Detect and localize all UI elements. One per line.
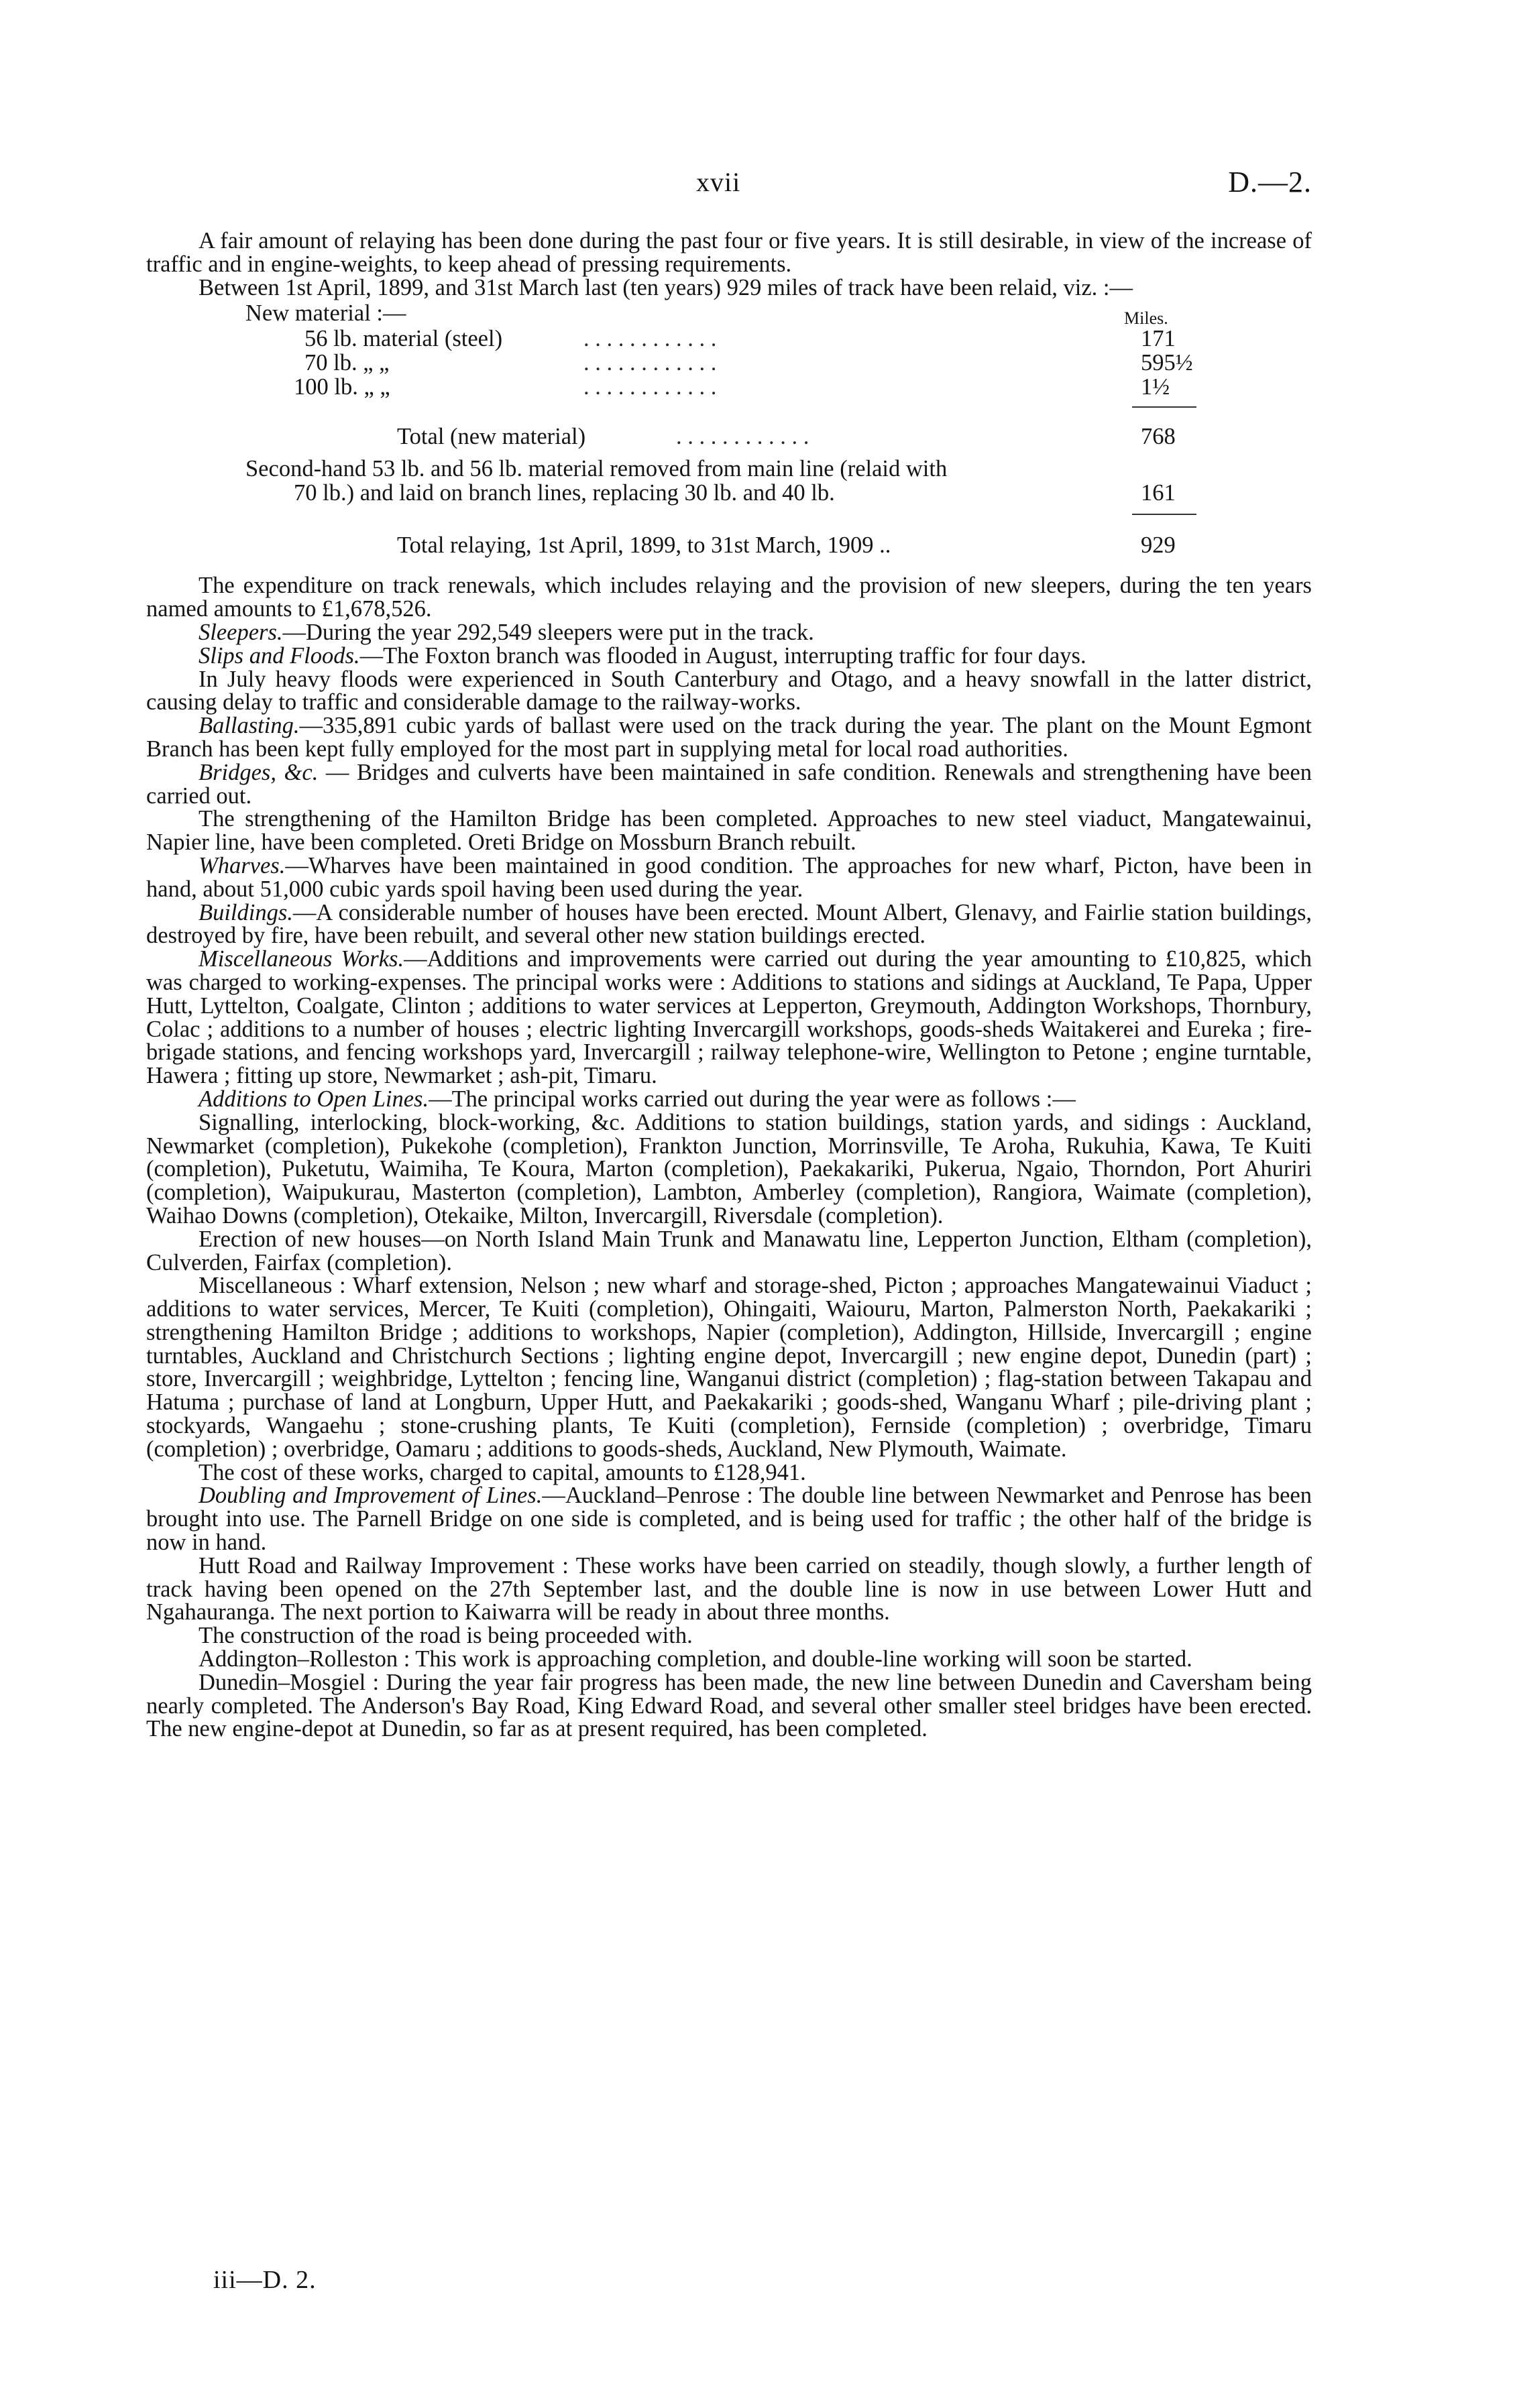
paragraph-dunedin-mosgiel: Dunedin–Mosgiel : During the year fair progress has been made, the new line between Dunedin and Caversham being nearly completed. The Anderson's Bay Road, King Edward Road, and several other smaller steel bridges have been erected. The new engine-depot at Dunedin, so far as at present required, has been completed.: [146, 1669, 1312, 1742]
paragraph-hamilton-bridge: The strengthening of the Hamilton Bridge has been completed. Approaches to new steel viaduct, Mangatewainui, Napier line, have been completed. Oreti Bridge on Mossburn Branch rebuilt.: [146, 806, 1312, 856]
paragraph-signalling: Signalling, interlocking, block-working, &c. Additions to station buildings, station yards, and sidings : Auckland, Newmarket (completion), Pukekohe (completion), Frankton Junction, Morrinsville, Te Aroha, Rukuhia, Kawa, Te Kuiti (completion), Puketutu, Waimiha, Te Koura, Marton (completion), Paekakariki, Pukerua, Ngaio, Thorndon, Port Ahuriri (completion), Waipukurau, Masterton (completion), Lambton, Amberley (completion), Rangiora, Waimate (completion), Waihao Downs (completion), Otekaike, Milton, Invercargill, Riversdale (completion).: [146, 1109, 1312, 1228]
misc-text: —Additions and improvements were carried out during the year amounting to £10,825, which was charged to working-expenses. The principal works were : Additions to stations and sidings at Auckland, Te Papa, Upper Hutt, Lyttelton, Coalgate, Clinton ; additions to water services at Lepperton, Greymouth, Addington Workshops, Thornbury, Colac ; additions to a number of houses ; electric lighting Invercargill workshops, goods-sheds Waitakerei and Eureka ; fire-brigade stations, and fencing workshops yard, Invercargill ; railway telephone-wire, Wellington to Petone ; engine turntable, Hawera ; fitting up store, Newmarket ; ash-pit, Timaru.: [146, 946, 1312, 1089]
total-new-value: 768: [1141, 424, 1176, 450]
total-new-label: Total (new material): [397, 424, 586, 450]
miles-column-heading: Miles.: [1124, 308, 1168, 329]
subtotal-rule: [1132, 406, 1196, 408]
heading-wharves: Wharves.: [199, 852, 286, 878]
heading-slips-floods: Slips and Floods.: [199, 642, 360, 669]
printer-signature: iii—D. 2.: [213, 2266, 317, 2294]
slips-text: —The Foxton branch was flooded in August, interrupting traffic for four days.: [359, 642, 1086, 669]
table-row-value: 595½: [1141, 350, 1193, 376]
paragraph-road-construction: The construction of the road is being proceeded with.: [199, 1623, 693, 1649]
ballasting-text: —335,891 cubic yards of ballast were used on the track during the year. The plant on the Mount Egmont Branch has been kept fully employed for the most part in supplying metal for local road authorities.: [146, 713, 1312, 762]
second-hand-line-2: 70 lb.) and laid on branch lines, replacing 30 lb. and 40 lb.: [294, 480, 835, 506]
paragraph-ballasting: [146, 714, 1312, 761]
paragraph-relaying-intro: A fair amount of relaying has been done during the past four or five years. It is still desirable, in view of the increase of traffic and in engine-weights, to keep ahead of pressing requirements.: [146, 228, 1312, 277]
table-row-dots: . . . . . . . . . . . .: [676, 424, 809, 450]
heading-buildings: Buildings.: [199, 899, 293, 925]
heading-additions-open-lines: Additions to Open Lines.: [199, 1086, 429, 1112]
bridges-text: — Bridges and culverts have been maintained in safe condition. Renewals and strengthening have been carried out.: [146, 759, 1312, 809]
relaying-table: [146, 302, 1312, 630]
heading-miscellaneous-works: Miscellaneous Works.: [199, 946, 404, 972]
paragraph-buildings: [146, 901, 1312, 948]
paragraph-miscellaneous-works: [146, 948, 1312, 1088]
new-material-heading: New material :—: [245, 300, 406, 327]
heading-ballasting: Ballasting.: [199, 713, 300, 739]
total-rule: [1132, 514, 1196, 515]
heading-sleepers: Sleepers.: [199, 619, 283, 645]
heading-bridges: Bridges, &c.: [199, 759, 319, 785]
table-row-dots: . . . . . . . . . . . .: [583, 374, 717, 400]
paragraph-addington-rolleston: Addington–Rolleston : This work is approaching completion, and double-line working will soon be started.: [199, 1646, 1192, 1672]
table-row-value: 171: [1141, 326, 1176, 352]
buildings-text: —A considerable number of houses have been erected. Mount Albert, Glenavy, and Fairlie station buildings, destroyed by fire, have been rebuilt, and several other new station buildings erected.: [146, 899, 1312, 949]
paragraph-july-floods: In July heavy floods were experienced in South Canterbury and Otago, and a heavy snowfall in the latter district, causing delay to traffic and considerable damage to the railway-works.: [146, 666, 1312, 715]
page-number: xvii: [696, 167, 741, 197]
paragraph-cost: The cost of these works, charged to capital, amounts to £128,941.: [199, 1459, 806, 1485]
doubling-text: —Auckland–Penrose : The double line between Newmarket and Penrose has been brought into use. The Parnell Bridge on one side is completed, and is being used for traffic ; the other half of the bridge is now in hand.: [146, 1483, 1312, 1556]
table-row-label: 56 lb. material (steel): [304, 326, 503, 352]
heading-doubling: Doubling and Improvement of Lines.: [199, 1483, 543, 1509]
document-body: [146, 229, 1312, 1741]
document-reference: D.—2.: [1228, 166, 1312, 198]
paragraph-miscellaneous: Miscellaneous : Wharf extension, Nelson ; new wharf and storage-shed, Picton ; approaches Mangatewainui Viaduct ; additions to water services, Mercer, Te Kuiti (completion), Ohingaiti, Waiouru, Marton, Palmerston North, Paekakariki ; strengthening Hamilton Bridge ; additions to workshops, Napier (completion), Addington, Hillside, Invercargill ; engine turntables, Auckland and Christchurch Sections ; lighting engine depot, Invercargill ; new engine depot, Dunedin (part) ; store, Invercargill ; weighbridge, Lyttelton ; fencing line, Wanganui district (completion) ; flag-station between Takapau and Hatuma ; purchase of land at Longburn, Upper Hutt, and Paekakariki ; goods-shed, Wanganu Wharf ; pile-driving plant ; stockyards, Wangaehu ; stone-crushing plants, Te Kuiti (completion), Fernside (completion) ; overbridge, Timaru (completion) ; overbridge, Oamaru ; additions to goods-sheds, Auckland, New Plymouth, Waimate.: [146, 1273, 1312, 1462]
paragraph-erection-houses: Erection of new houses—on North Island Main Trunk and Manawatu line, Lepperton Junction, Eltham (completion), Culverden, Fairfax (completion).: [146, 1226, 1312, 1275]
table-row-value: 1½: [1141, 374, 1170, 400]
sleepers-text: —During the year 292,549 sleepers were put in the track.: [282, 619, 814, 645]
paragraph-wharves: [146, 854, 1312, 901]
second-hand-line-1: Second-hand 53 lb. and 56 lb. material removed from main line (relaid with: [245, 456, 948, 482]
paragraph-doubling: [146, 1484, 1312, 1554]
second-hand-value: 161: [1141, 480, 1176, 506]
table-row-dots: . . . . . . . . . . . .: [583, 350, 717, 376]
paragraph-additions-open-lines: [146, 1088, 1312, 1111]
paragraph-bridges: [146, 761, 1312, 808]
paragraph-slips-floods: [146, 644, 1312, 668]
total-relaying-value: 929: [1141, 532, 1176, 559]
table-row-dots: . . . . . . . . . . . .: [583, 326, 717, 352]
additions-text: —The principal works carried out during the year were as follows :—: [429, 1086, 1076, 1112]
table-row-label: 70 lb. „ „: [304, 350, 390, 376]
total-relaying-label: Total relaying, 1st April, 1899, to 31st March, 1909 ..: [397, 532, 891, 559]
paragraph-expenditure: The expenditure on track renewals, which includes relaying and the provision of new sleepers, during the ten years named amounts to £1,678,526.: [146, 573, 1312, 622]
table-row-label: 100 lb. „ „: [294, 374, 390, 400]
wharves-text: —Wharves have been maintained in good condition. The approaches for new wharf, Picton, have been in hand, about 51,000 cubic yards spoil having been used during the year.: [146, 852, 1312, 902]
paragraph-relaying-period: Between 1st April, 1899, and 31st March last (ten years) 929 miles of track have been relaid, viz. :—: [199, 274, 1133, 300]
paragraph-hutt-road: Hutt Road and Railway Improvement : These works have been carried on steadily, though slowly, a further length of track having been opened on the 27th September last, and the double line is now in use between Lower Hutt and Ngahauranga. The next portion to Kaiwarra will be ready in about three months.: [146, 1552, 1312, 1625]
